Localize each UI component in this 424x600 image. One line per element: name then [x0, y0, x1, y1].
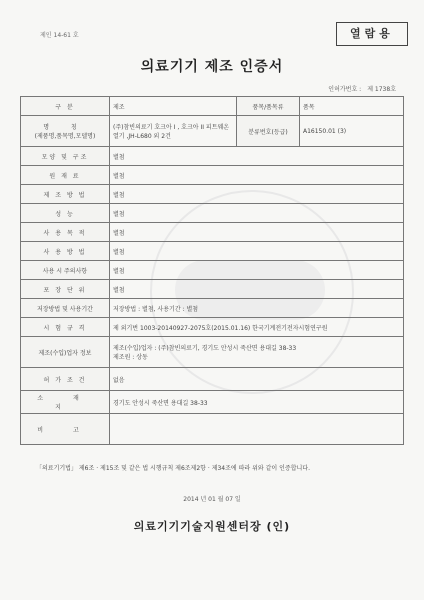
row-usage: [21, 242, 404, 261]
caution-label: 사용 시 주의사항: [21, 261, 110, 280]
row-test: [21, 318, 404, 337]
category-label: 구 분: [21, 97, 110, 116]
row-category: [21, 97, 404, 116]
row-name: [21, 116, 404, 147]
class-value: A16150.01 (3): [300, 116, 404, 147]
material-label: 원 재 료: [21, 166, 110, 185]
row-shape: [21, 147, 404, 166]
caution-value: 별첨: [110, 261, 404, 280]
material-value: 별첨: [110, 166, 404, 185]
condition-label: 허 가 조 건: [21, 368, 110, 391]
row-method: [21, 185, 404, 204]
name-sublabel: (제품명,품목명,모델명): [34, 133, 96, 140]
location-value: 경기도 안성시 죽산면 용대길 38-33: [110, 391, 404, 414]
form-number: 제인 14-61 호: [40, 32, 79, 39]
issuer-signature: 의료기기기술지원센터장 (인): [133, 520, 291, 533]
certificate-number: [328, 84, 396, 93]
performance-value: 별첨: [110, 204, 404, 223]
maker-value-cell: [110, 337, 404, 368]
maker-value-line-2: 제조원 : 상동: [113, 354, 148, 361]
category-value: 제조: [110, 97, 237, 116]
class-label: 분류번호(등급): [237, 116, 300, 147]
packing-label: 포 장 단 위: [21, 280, 110, 299]
viewing-copy-stamp: 열람용: [336, 22, 408, 46]
name-label-cell: [21, 116, 110, 147]
usage-label: 사 용 방 법: [21, 242, 110, 261]
row-caution: [21, 261, 404, 280]
test-label: 시 험 규 격: [21, 318, 110, 337]
certificate-number-value: 제 1738호: [367, 86, 396, 93]
legal-notice: 「의료기기법」 제6조 · 제15조 및 같은 법 시행규칙 제6조제2항 · 제34조에 따라 위와 같이 인증합니다.: [36, 465, 311, 472]
item-category-value: 품목: [300, 97, 404, 116]
row-location: [21, 391, 404, 414]
purpose-value: 별첨: [110, 223, 404, 242]
row-storage: [21, 299, 404, 318]
usage-value: 별첨: [110, 242, 404, 261]
document-title: 의료기기 제조 인증서: [140, 59, 284, 75]
row-material: [21, 166, 404, 185]
issue-date: 2014 년 01 월 07 일: [183, 496, 241, 503]
row-remarks: [21, 414, 404, 445]
method-value: 별첨: [110, 185, 404, 204]
item-category-label: 품목/품목류: [237, 97, 300, 116]
row-condition: [21, 368, 404, 391]
remarks-value: [110, 414, 404, 445]
certificate-number-label: 인허가번호 :: [328, 86, 362, 93]
row-purpose: [21, 223, 404, 242]
test-value: 제 외기번 1003-20140927-2075호(2015.01.16) 한국기계전기전자시험연구원: [110, 318, 404, 337]
storage-label: 저장방법 및 사용기간: [21, 299, 110, 318]
remarks-label: 비 고: [21, 414, 110, 445]
maker-label: 제조(수입)업자 정보: [21, 337, 110, 368]
row-performance: [21, 204, 404, 223]
row-packing: [21, 280, 404, 299]
maker-value-line-1: 제조(수입)업자 : (주)참빈의료기, 경기도 안성시 죽산면 용대길 38-33: [113, 345, 297, 352]
purpose-label: 사 용 목 적: [21, 223, 110, 242]
packing-value: 별첨: [110, 280, 404, 299]
method-label: 제 조 방 법: [21, 185, 110, 204]
shape-value: 별첨: [110, 147, 404, 166]
condition-value: 없음: [110, 368, 404, 391]
row-maker: [21, 337, 404, 368]
certificate-table: [20, 96, 404, 445]
storage-value: 저장방법 : 별첨, 사용기간 : 별첨: [110, 299, 404, 318]
shape-label: 모양 및 구조: [21, 147, 110, 166]
location-label: 소 재 지: [21, 391, 110, 414]
name-value: (주)참빈의료기 호크아 I , 호크아 II 피트웨온열기 ,JH-L680 외 2건: [110, 116, 237, 147]
performance-label: 성 능: [21, 204, 110, 223]
name-label: 명 칭: [43, 124, 87, 131]
